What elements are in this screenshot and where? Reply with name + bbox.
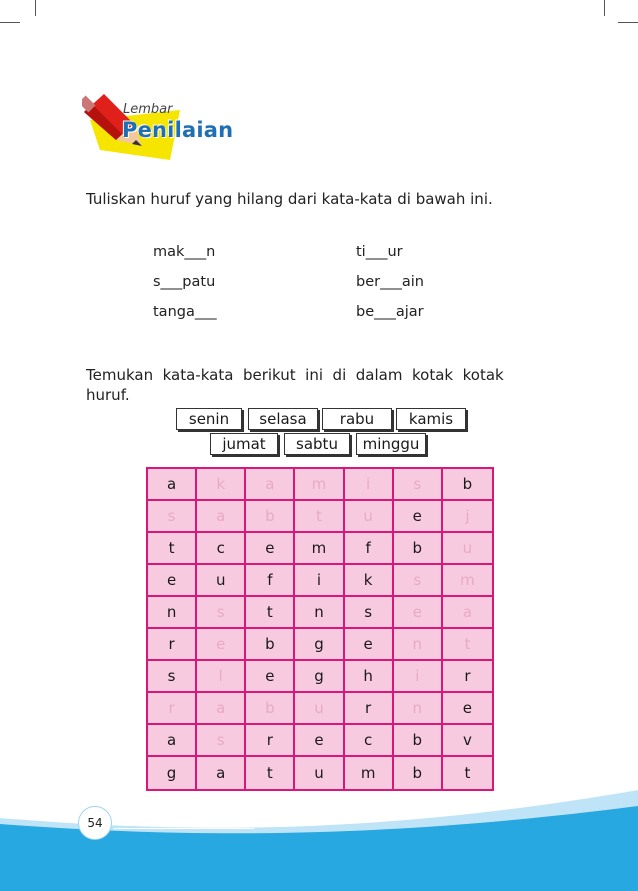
grid-cell: e (394, 501, 443, 533)
grid-cell: t (148, 533, 197, 565)
word-box: rabu (322, 408, 392, 430)
grid-cell: n (394, 693, 443, 725)
grid-cell: t (464, 764, 471, 782)
grid-cell: b (246, 693, 295, 725)
word-item: tanga___ (153, 304, 217, 320)
grid-cell: m (345, 757, 394, 789)
word-box: jumat (210, 433, 278, 455)
section2-instruction: Temukan kata-kata berikut ini di dalam kotak kotak (86, 366, 504, 384)
grid-cell: u (197, 565, 246, 597)
grid-cell: f (345, 533, 394, 565)
grid-cell: u (345, 501, 394, 533)
grid-cell: n (295, 597, 344, 629)
word-box: selasa (248, 408, 318, 430)
grid-cell: e (148, 565, 197, 597)
grid-cell: a (148, 725, 197, 757)
grid-cell: b (246, 629, 295, 661)
grid-cell: m (443, 565, 492, 597)
grid-cell: i (345, 469, 394, 501)
grid-cell: i (295, 565, 344, 597)
grid-cell: r (148, 629, 197, 661)
section1-instruction: Tuliskan huruf yang hilang dari kata-kata di bawah ini. (86, 190, 493, 208)
grid-cell: e (197, 629, 246, 661)
grid-cell: e (295, 725, 344, 757)
book-title: Buku Siswa Kelas 1 SD/MI (118, 815, 234, 825)
grid-cell: c (345, 725, 394, 757)
grid-cell: a (148, 469, 197, 501)
grid-cell: g (148, 757, 197, 789)
grid-cell: s (148, 661, 197, 693)
grid-cell: e (246, 533, 295, 565)
grid-cell: a (197, 757, 246, 789)
grid-cell: a (197, 501, 246, 533)
grid-cell: b (394, 757, 443, 789)
grid-cell: c (197, 533, 246, 565)
grid-cell: e (246, 661, 295, 693)
grid-cell: e (345, 629, 394, 661)
word-box: kamis (396, 408, 466, 430)
grid-cell: g (295, 629, 344, 661)
word-box: sabtu (284, 433, 350, 455)
lembar-label: Lembar (123, 102, 173, 117)
grid-cell: s (148, 501, 197, 533)
letter-grid (146, 467, 494, 791)
word-item: mak___n (153, 244, 216, 260)
crop-mark (35, 0, 36, 16)
grid-cell: t (246, 597, 295, 629)
grid-cell: t (295, 501, 344, 533)
grid-cell: r (148, 693, 197, 725)
grid-cell: u (443, 533, 492, 565)
grid-cell: g (295, 661, 344, 693)
grid-cell: r (246, 725, 295, 757)
grid-cell: m (295, 533, 344, 565)
grid-cell: a (246, 469, 295, 501)
section2-instruction-cont: huruf. (86, 386, 130, 404)
crop-mark (604, 0, 605, 16)
grid-cell: s (345, 597, 394, 629)
grid-cell: r (345, 693, 394, 725)
word-item: ti___ur (356, 244, 403, 260)
grid-cell: b (443, 469, 492, 501)
grid-cell: k (197, 469, 246, 501)
footer-divider (114, 828, 254, 829)
word-item: s___patu (153, 274, 216, 290)
grid-cell: k (345, 565, 394, 597)
grid-cell: h (345, 661, 394, 693)
grid-cell: v (443, 725, 492, 757)
word-item: be___ajar (356, 304, 424, 320)
grid-cell: j (443, 501, 492, 533)
grid-cell: s (394, 469, 443, 501)
grid-cell: n (148, 597, 197, 629)
grid-cell: f (246, 565, 295, 597)
grid-cell: l (197, 661, 246, 693)
grid-cell: i (394, 661, 443, 693)
grid-cell: s (394, 565, 443, 597)
grid-cell: b (394, 725, 443, 757)
grid-cell: m (295, 469, 344, 501)
grid-cell: u (295, 693, 344, 725)
grid-cell: r (443, 661, 492, 693)
grid-cell: t (443, 629, 492, 661)
grid-cell: e (443, 693, 492, 725)
word-box: senin (176, 408, 242, 430)
grid-cell: s (197, 725, 246, 757)
grid-cell: s (197, 597, 246, 629)
crop-mark (618, 22, 638, 23)
grid-cell: b (246, 501, 295, 533)
penilaian-title: Penilaian (122, 118, 234, 142)
crop-mark (0, 22, 20, 23)
grid-cell: t (246, 757, 295, 789)
grid-cell: a (443, 597, 492, 629)
grid-cell: n (394, 629, 443, 661)
grid-cell: a (197, 693, 246, 725)
page-number: 54 (78, 806, 112, 840)
grid-cell: e (394, 597, 443, 629)
grid-cell: b (394, 533, 443, 565)
word-item: ber___ain (356, 274, 424, 290)
word-box: minggu (356, 433, 426, 455)
grid-cell: u (295, 757, 344, 789)
